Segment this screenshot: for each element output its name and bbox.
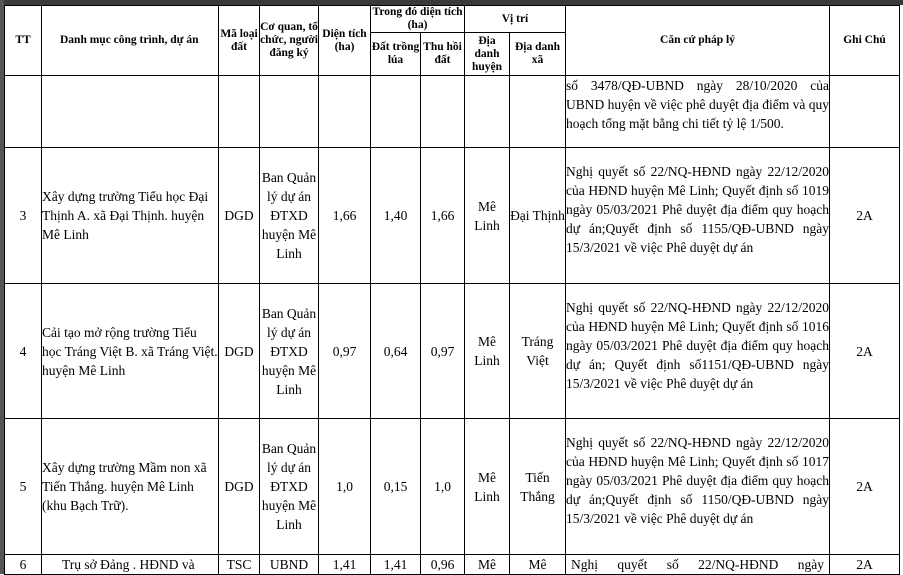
cell-empty bbox=[260, 76, 319, 148]
table-row bbox=[5, 284, 900, 419]
cell-legal: Nghị quyết số 22/NQ-HĐND ngày 22/12/2020 của HĐND huyện Mê Linh; Quyết định số 1016 ngày 05/03/2021 Phê duyệt địa điểm quy hoạch dự án; Quyết định số1151/QĐ-UBND ngày 15/3/2021 về việc Phê duyệt dự án bbox=[566, 284, 830, 419]
cell-land-code: DGD bbox=[219, 284, 260, 419]
header-recovery: Thu hồi đất bbox=[421, 33, 465, 76]
cell-commune: Mê bbox=[510, 555, 566, 575]
cell-empty bbox=[5, 76, 42, 148]
cell-district: Mê Linh bbox=[465, 284, 510, 419]
cell-empty bbox=[421, 76, 465, 148]
cell-agency: Ban Quản lý dự án ĐTXD huyện Mê Linh bbox=[260, 148, 319, 284]
cell-empty bbox=[371, 76, 421, 148]
cell-legal: Nghị quyết số 22/NQ-HĐND ngày bbox=[566, 555, 830, 575]
header-area: Diện tích (ha) bbox=[319, 6, 371, 76]
cell-area: 0,97 bbox=[319, 284, 371, 419]
cell-land-code: TSC bbox=[219, 555, 260, 575]
cell-tt: 5 bbox=[5, 419, 42, 555]
table-row bbox=[5, 555, 900, 575]
header-of-which: Trong đó diện tích (ha) bbox=[372, 6, 463, 31]
table-row bbox=[5, 419, 900, 555]
header-commune: Địa danh xã bbox=[510, 33, 566, 76]
header-agency: Cơ quan, tổ chức, người đăng ký bbox=[260, 6, 319, 76]
cell-project-name: Xây dựng trường Mầm non xã Tiến Thắng. huyện Mê Linh (khu Bạch Trữ). bbox=[42, 419, 219, 555]
header-code: Mã loại đất bbox=[219, 6, 260, 76]
cell-project-name: Trụ sở Đảng . HĐND và bbox=[42, 555, 219, 575]
cell-note: 2A bbox=[830, 419, 900, 555]
cell-area: 1,66 bbox=[319, 148, 371, 284]
cell-empty bbox=[319, 76, 371, 148]
cell-legal-continuation: số 3478/QĐ-UBND ngày 28/10/2020 của UBND huyện về việc phê duyệt địa điểm và quy hoạch tổng mặt bằng chi tiết tỷ lệ 1/500. bbox=[566, 76, 830, 148]
cell-empty bbox=[465, 76, 510, 148]
cell-project-name: Xây dựng trường Tiểu học Đại Thịnh A. xã Đại Thịnh. huyện Mê Linh bbox=[42, 148, 219, 284]
cell-note: 2A bbox=[830, 284, 900, 419]
cell-district: Mê bbox=[465, 555, 510, 575]
header-rice: Đất trồng lúa bbox=[371, 33, 421, 76]
header-tt: TT bbox=[5, 6, 42, 76]
cell-land-code: DGD bbox=[219, 148, 260, 284]
cell-agency: Ban Quản lý dự án ĐTXD huyện Mê Linh bbox=[260, 419, 319, 555]
cell-tt: 6 bbox=[5, 555, 42, 575]
cell-rice-land: 1,40 bbox=[371, 148, 421, 284]
cell-tt: 3 bbox=[5, 148, 42, 284]
cell-project-name: Cải tạo mở rộng trường Tiểu học Tráng Việt B. xã Tráng Việt. huyện Mê Linh bbox=[42, 284, 219, 419]
cell-note: 2A bbox=[830, 555, 900, 575]
cell-agency: UBND bbox=[260, 555, 319, 575]
cell-rice-land: 0,15 bbox=[371, 419, 421, 555]
header-location: Vị trí bbox=[465, 6, 566, 33]
cell-note: 2A bbox=[830, 148, 900, 284]
cell-commune: Đại Thịnh bbox=[510, 148, 566, 284]
cell-rice-land: 1,41 bbox=[371, 555, 421, 575]
project-table bbox=[4, 5, 900, 575]
cell-legal: Nghị quyết số 22/NQ-HĐND ngày 22/12/2020 của HĐND huyện Mê Linh; Quyết định số 1017 ngày 05/03/2021 Phê duyệt địa điểm quy hoạch dự án;Quyết định số 1150/QĐ-UBND ngày 15/3/2021 về việc Phê duyệt dự án bbox=[566, 419, 830, 555]
cell-land-code: DGD bbox=[219, 419, 260, 555]
cell-commune: Tráng Việt bbox=[510, 284, 566, 419]
cell-recovery: 1,0 bbox=[421, 419, 465, 555]
cell-area: 1,41 bbox=[319, 555, 371, 575]
cell-commune: Tiến Thắng bbox=[510, 419, 566, 555]
cell-district: Mê Linh bbox=[465, 419, 510, 555]
cell-empty bbox=[830, 76, 900, 148]
cell-recovery: 0,97 bbox=[421, 284, 465, 419]
cell-rice-land: 0,64 bbox=[371, 284, 421, 419]
cell-area: 1,0 bbox=[319, 419, 371, 555]
header-name: Danh mục công trình, dự án bbox=[42, 6, 219, 76]
cell-recovery: 0,96 bbox=[421, 555, 465, 575]
table-row-continuation bbox=[5, 76, 900, 148]
cell-empty bbox=[510, 76, 566, 148]
cell-empty bbox=[219, 76, 260, 148]
header-district: Địa danh huyện bbox=[465, 33, 510, 76]
cell-agency: Ban Quản lý dự án ĐTXD huyện Mê Linh bbox=[260, 284, 319, 419]
cell-tt: 4 bbox=[5, 284, 42, 419]
table-row bbox=[5, 148, 900, 284]
header-legal: Căn cứ pháp lý bbox=[566, 6, 830, 76]
cell-district: Mê Linh bbox=[465, 148, 510, 284]
cell-empty bbox=[42, 76, 219, 148]
cell-legal: Nghị quyết số 22/NQ-HĐND ngày 22/12/2020 của HĐND huyện Mê Linh; Quyết định số 1019 ngày 05/03/2021 Phê duyệt địa điểm quy hoạch dự án;Quyết định số 1155/QĐ-UBND ngày 15/3/2021 về việc Phê duyệt dự án bbox=[566, 148, 830, 284]
header-note: Ghi Chú bbox=[830, 6, 900, 76]
cell-recovery: 1,66 bbox=[421, 148, 465, 284]
